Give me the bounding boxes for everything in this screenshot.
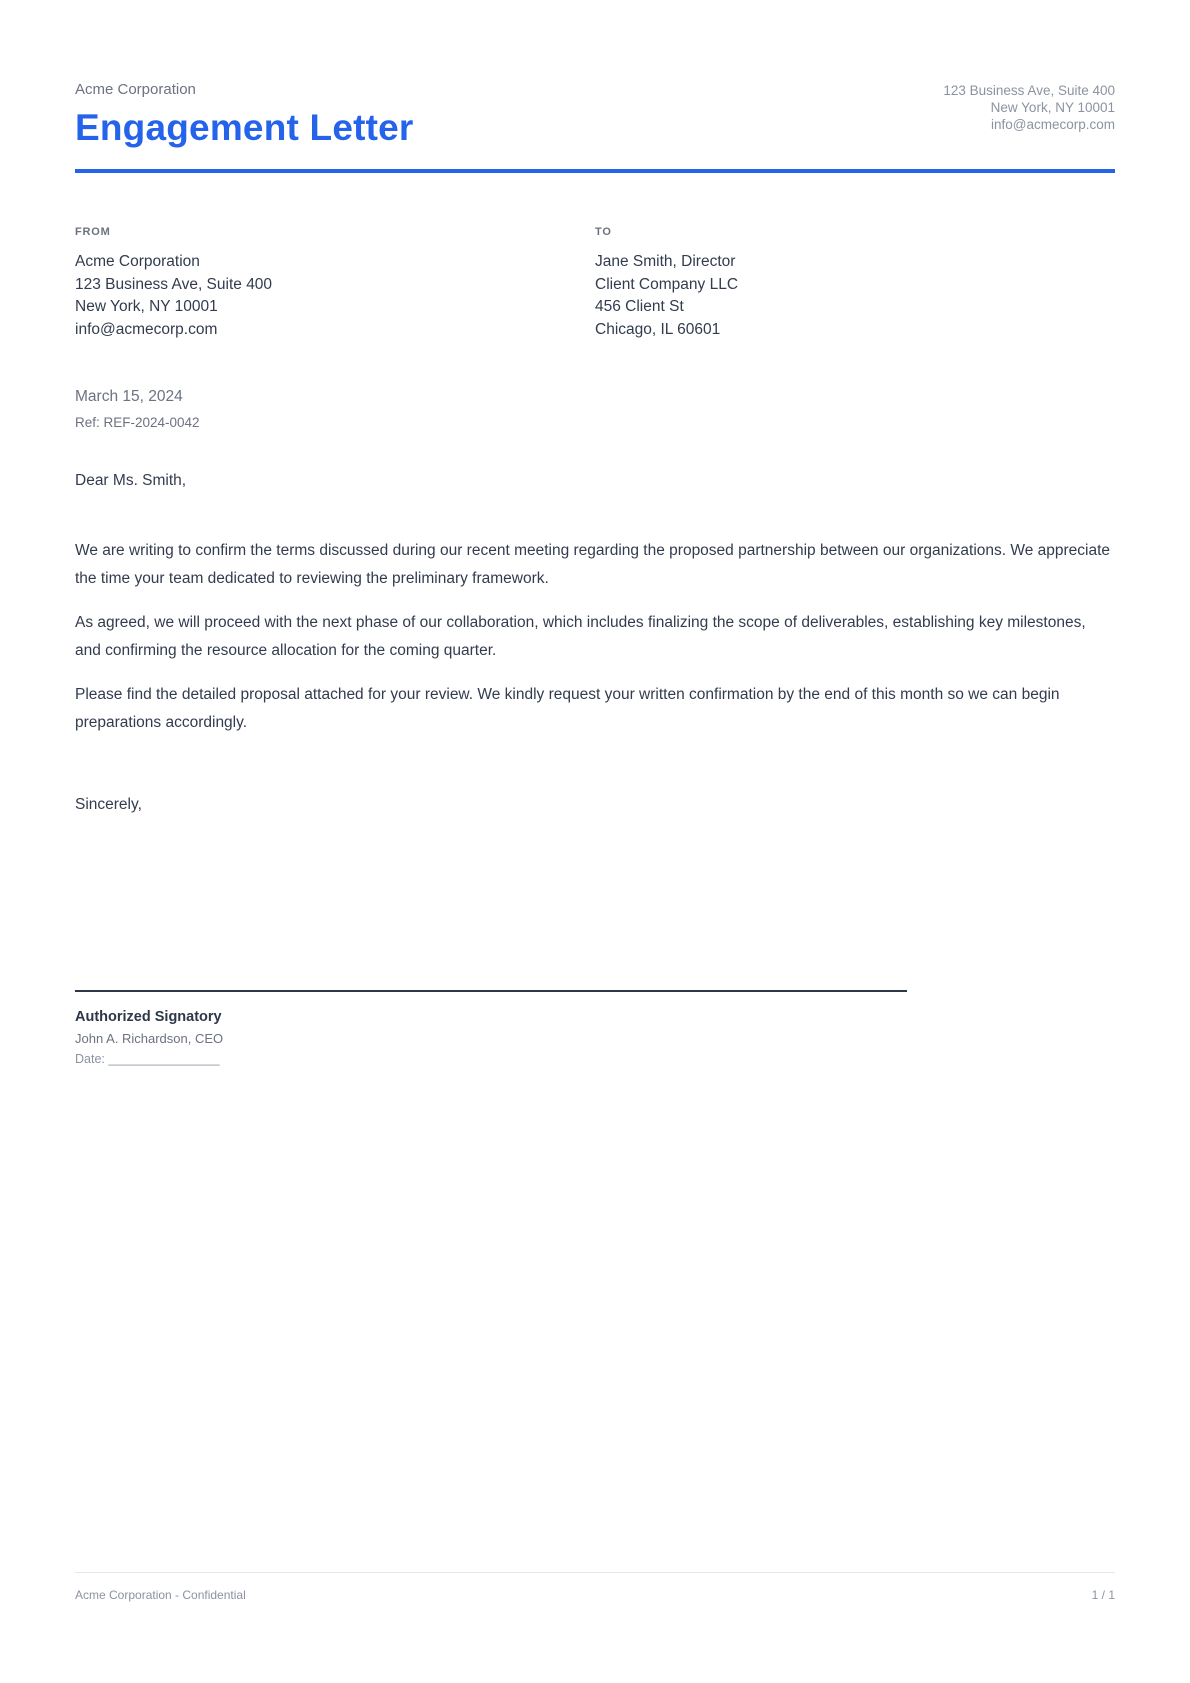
salutation: Dear Ms. Smith, xyxy=(75,472,187,489)
from-line: info@acmecorp.com xyxy=(75,320,218,338)
company-address-line: 123 Business Ave, Suite 400 xyxy=(943,83,1115,98)
footer-confidential-text: Acme Corporation - Confidential xyxy=(75,1588,246,1602)
closing: Sincerely, xyxy=(75,796,142,813)
signatory-name: John A. Richardson, CEO xyxy=(75,1031,224,1046)
parties-section xyxy=(75,225,1115,341)
body-paragraph: We are writing to confirm the terms discussed during our recent meeting regarding the proposed partnership between our organizations. We appreciate the time your team dedicated to reviewing the preliminary framework. xyxy=(75,542,1111,587)
signature-block xyxy=(75,990,1115,1067)
letter-body xyxy=(75,537,1115,737)
page-number: 1 / 1 xyxy=(1091,1588,1115,1602)
accent-divider xyxy=(75,169,1115,173)
company-address-line: New York, NY 10001 xyxy=(990,100,1115,115)
from-block xyxy=(75,225,595,341)
signature-line xyxy=(75,990,907,992)
company-name: Acme Corporation xyxy=(75,81,196,98)
to-line: Jane Smith, Director xyxy=(595,253,736,270)
company-address-line: info@acmecorp.com xyxy=(991,117,1115,132)
company-address xyxy=(943,80,1115,133)
letter-head-left xyxy=(75,80,414,149)
signature-date-field: Date: ________________ xyxy=(75,1052,220,1066)
from-line: New York, NY 10001 xyxy=(75,298,218,315)
signatory-title: Authorized Signatory xyxy=(75,1009,222,1025)
to-block xyxy=(595,225,1115,341)
from-line: 123 Business Ave, Suite 400 xyxy=(75,275,273,293)
from-line: Acme Corporation xyxy=(75,253,200,270)
page-title: Engagement Letter xyxy=(75,107,414,148)
reference-number: Ref: REF-2024-0042 xyxy=(75,415,200,430)
body-paragraph: Please find the detailed proposal attached for your review. We kindly request your written confirmation by the end of this month so we can begin preparations accordingly. xyxy=(75,686,1060,731)
to-line: Chicago, IL 60601 xyxy=(595,320,721,338)
to-line: Client Company LLC xyxy=(595,275,739,293)
date-block xyxy=(75,387,1115,431)
to-label: TO xyxy=(595,226,612,238)
letter-date: March 15, 2024 xyxy=(75,388,183,405)
letter-head xyxy=(75,80,1115,149)
to-line: 456 Client St xyxy=(595,298,684,315)
body-paragraph: As agreed, we will proceed with the next phase of our collaboration, which includes finalizing the scope of deliverables, establishing key milestones, and confirming the resource allocation for the coming quarter. xyxy=(75,614,1086,659)
from-label: FROM xyxy=(75,226,111,238)
page-footer xyxy=(75,1572,1115,1603)
